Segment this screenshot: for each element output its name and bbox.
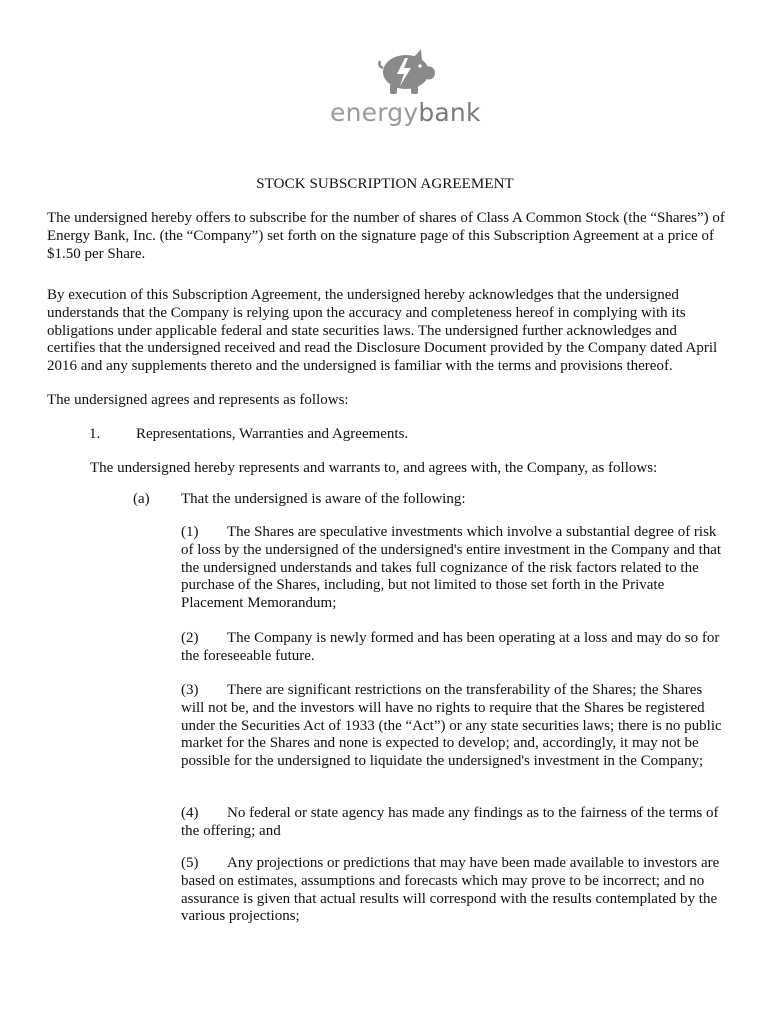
- energybank-logo: [330, 46, 490, 136]
- subitem-text: The Company is newly formed and has been operating at a loss and may do so for the foreseeable future.: [181, 630, 720, 664]
- subitem-label: (4): [181, 805, 199, 821]
- subitem-5: [181, 855, 723, 926]
- item-a-text: That the undersigned is aware of the following:: [181, 491, 466, 507]
- subitem-3: [181, 682, 723, 771]
- subitem-text: There are significant restrictions on the transferability of the Shares; the Shares will not be, and the investors will have no rights to require that the Shares be registered under the Securities Act of 1933 (the “Act”) or any state securities laws; there is no public market for the Shares and none is expected to develop; and, accordingly, it may not be possible for the undersigned to liquidate the undersigned's investment in the Company;: [181, 682, 722, 770]
- subitem-1: [181, 524, 723, 613]
- subitem-2: [181, 630, 723, 666]
- subitem-label: (2): [181, 630, 199, 646]
- logo-wordmark-energy: energy: [330, 98, 419, 127]
- item-a-label: (a): [133, 491, 150, 507]
- subitem-label: (5): [181, 855, 199, 871]
- subitem-label: (1): [181, 524, 199, 540]
- logo-wordmark: [330, 98, 481, 127]
- agrees-paragraph: The undersigned agrees and represents as follows:: [47, 392, 349, 408]
- intro-paragraph: The undersigned hereby offers to subscribe for the number of shares of Class A Common Stock (the “Shares”) of Energy Bank, Inc. (the “Company”) set forth on the signature page of this Subscription Agreement at a price of $1.50 per Share.: [47, 210, 725, 262]
- section-1-number: 1.: [89, 426, 101, 442]
- piggy-bank-lightning-icon: [376, 46, 438, 96]
- acknowledgement-paragraph: By execution of this Subscription Agreement, the undersigned hereby acknowledges that the undersigned understands that the Company is relying upon the accuracy and completeness hereof in complying with its obligations under applicable federal and state securities laws. The undersigned further acknowledges and certifies that the undersigned received and read the Disclosure Document provided by the Company dated April 2016 and any supplements thereto and the undersigned is familiar with the terms and provisions thereof.: [47, 287, 718, 375]
- section-1-title: Representations, Warranties and Agreements.: [136, 426, 409, 442]
- represents-paragraph: The undersigned hereby represents and warrants to, and agrees with, the Company, as follows:: [90, 460, 658, 476]
- document-title: STOCK SUBSCRIPTION AGREEMENT: [256, 176, 514, 192]
- subitem-label: (3): [181, 682, 199, 698]
- subitem-4: [181, 805, 723, 841]
- logo-wordmark-bank: bank: [418, 98, 481, 127]
- subitem-text: Any projections or predictions that may have been made available to investors are based on estimates, assumptions and forecasts which may prove to be incorrect; and no assurance is given that actual results will correspond with the results contemplated by the various projections;: [181, 855, 720, 925]
- subitem-text: No federal or state agency has made any findings as to the fairness of the terms of the offering; and: [181, 805, 719, 839]
- subitem-text: The Shares are speculative investments which involve a substantial degree of risk of loss by the undersigned of the undersigned's entire investment in the Company and that the undersigned understands and takes full cognizance of the risk factors related to the purchase of the Shares, including, but not limited to those set forth in the Private Placement Memorandum;: [181, 524, 722, 612]
